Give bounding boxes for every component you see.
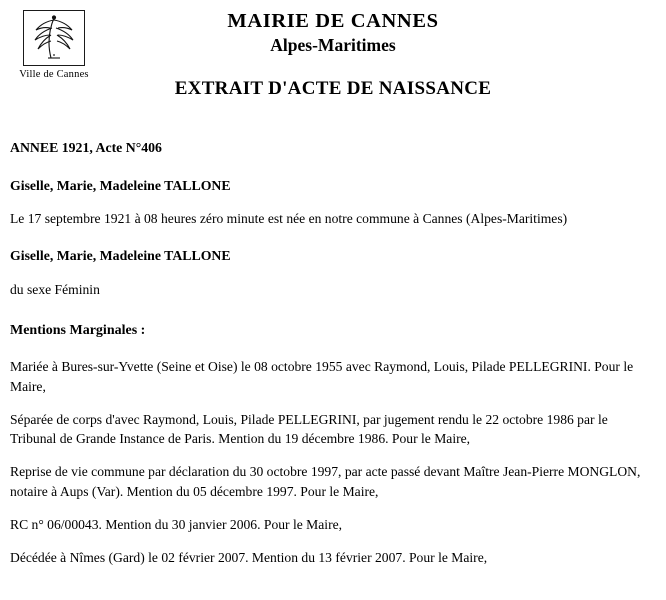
sex-statement: du sexe Féminin xyxy=(10,282,100,298)
page-subtitle: Alpes-Maritimes xyxy=(270,34,396,55)
marginal-mentions-title: Mentions Marginales : xyxy=(10,323,146,339)
marginal-mention: Décédée à Nîmes (Gard) le 02 février 2007. Mention du 13 février 2007. Pour le Maire, xyxy=(10,550,488,566)
birth-statement: Le 17 septembre 1921 à 08 heures zéro minute est née en notre commune à Cannes (Alpes-Maritimes) xyxy=(10,211,568,227)
document-header xyxy=(0,0,666,120)
city-crest xyxy=(14,10,94,80)
document-type-title: EXTRAIT D'ACTE DE NAISSANCE xyxy=(174,78,492,100)
title-block xyxy=(0,0,666,100)
marginal-mention: Séparée de corps d'avec Raymond, Louis, Pilade PELLEGRINI, par jugement rendu le 22 octobre 1986 par le Tribunal de Grande Instance de Paris. Mention du 19 décembre 1986. Pour le Maire, xyxy=(10,411,608,447)
document-body xyxy=(0,138,666,568)
page-title: MAIRIE DE CANNES xyxy=(227,10,439,32)
marginal-mention: RC n° 06/00043. Mention du 30 janvier 2006. Pour le Maire, xyxy=(10,516,343,532)
marginal-mention: Mariée à Bures-sur-Yvette (Seine et Oise) le 08 octobre 1955 avec Raymond, Louis, Pilade PELLEGRINI. Pour le Maire, xyxy=(10,359,634,394)
subject-name-secondary: Giselle, Marie, Madeleine TALLONE xyxy=(10,248,231,264)
year-and-act-number: ANNEE 1921, Acte N°406 xyxy=(10,140,162,155)
marginal-mention: Reprise de vie commune par déclaration du 30 octobre 1997, par acte passé devant Maître Jean-Pierre MONGLON, notaire à Aups (Var). Mention du 05 décembre 1997. Pour le Maire, xyxy=(10,464,641,499)
subject-name-primary: Giselle, Marie, Madeleine TALLONE xyxy=(10,177,231,193)
coat-of-arms-palm-icon xyxy=(23,10,85,66)
crest-caption: Ville de Cannes xyxy=(19,69,89,80)
